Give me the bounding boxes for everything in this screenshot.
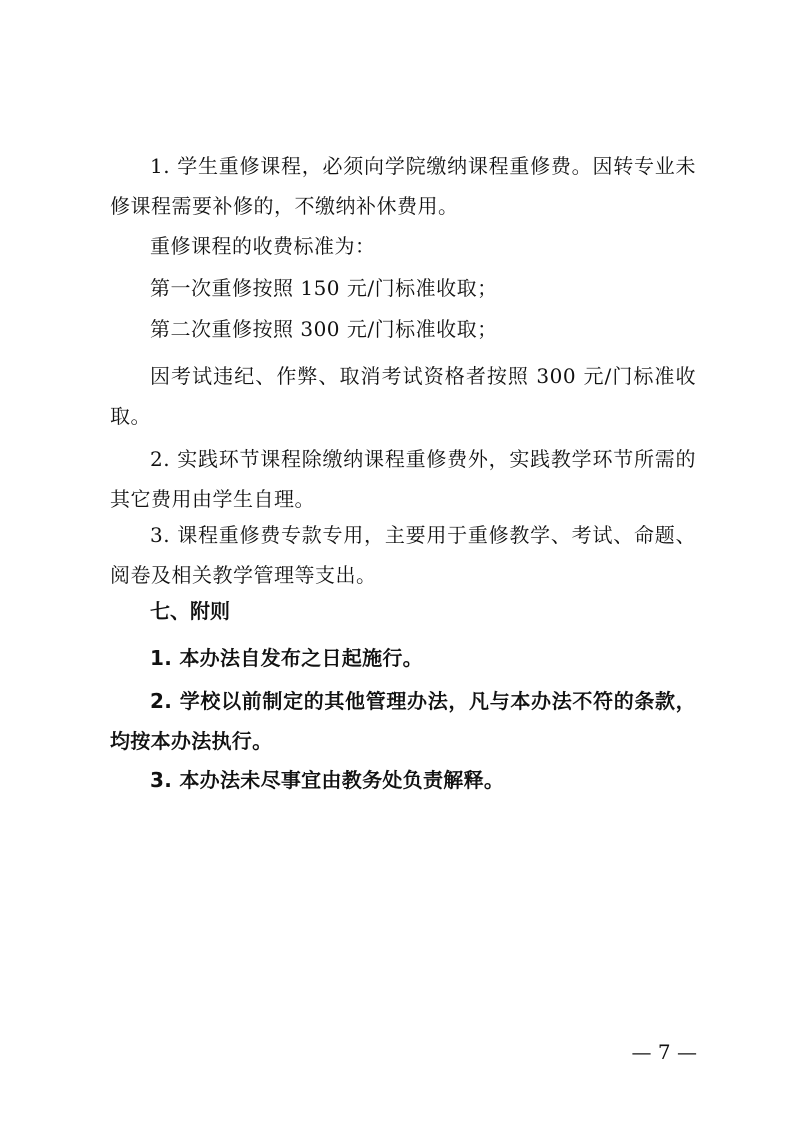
paragraph-second-retake: 第二次重修按照 300 元/门标准收取； [150, 317, 498, 341]
paragraph-fee-standard: 重修课程的收费标准为： [150, 234, 376, 258]
supplementary-item-3: 3. 本办法未尽事宜由教务处负责解释。 [150, 768, 505, 792]
section-heading-supplementary: 七、附则 [150, 599, 230, 623]
supplementary-item-2: 2. 学校以前制定的其他管理办法，凡与本办法不符的条款，均按本办法执行。 [110, 689, 696, 753]
paragraph-first-retake: 第一次重修按照 150 元/门标准收取； [150, 276, 498, 300]
paragraph-retake-fee: 1. 学生重修课程，必须向学院缴纳课程重修费。因转专业未修课程需要补修的，不缴纳补休费用。 [110, 154, 696, 218]
paragraph-practice-course: 2. 实践环节课程除缴纳课程重修费外，实践教学环节所需的其它费用由学生自理。 [110, 447, 696, 511]
supplementary-item-1: 1. 本办法自发布之日起施行。 [150, 646, 423, 670]
page-number: — 7 — [631, 1040, 697, 1064]
paragraph-fee-usage: 3. 课程重修费专款专用，主要用于重修教学、考试、命题、阅卷及相关教学管理等支出。 [110, 523, 696, 587]
paragraph-exam-violation: 因考试违纪、作弊、取消考试资格者按照 300 元/门标准收取。 [110, 364, 696, 428]
